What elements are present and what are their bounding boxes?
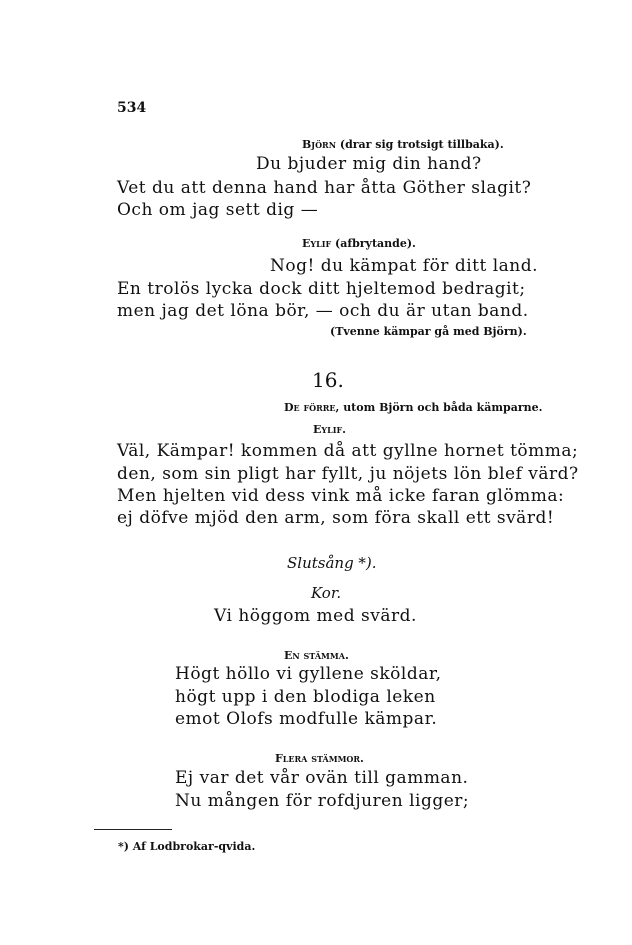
chorus-label: Kor. (311, 584, 342, 602)
footnote-rule (94, 829, 172, 830)
verse-line: den, som sin pligt har fyllt, ju nöjets lön blef värd? (117, 464, 579, 484)
direction-eylif: (afbrytande). (335, 237, 416, 250)
speaker-eylif-16: Eylif. (313, 423, 346, 436)
verse-line: Nu mången för rofdjuren ligger; (175, 791, 470, 811)
exit-direction: (Tvenne kämpar gå med Björn). (330, 325, 527, 338)
verse-line: högt upp i den blodiga leken (175, 687, 436, 707)
verse-line: Men hjelten vid dess vink må icke faran glömma: (117, 486, 565, 506)
solo-label: En stämma. (284, 649, 349, 662)
verse-line: Vi höggom med svärd. (214, 606, 417, 626)
verse-line: En trolös lycka dock ditt hjeltemod bedragit; (117, 279, 526, 299)
stage-direction-eylif (302, 237, 416, 250)
verse-line: Och om jag sett dig — (117, 200, 319, 220)
verse-line: Nog! du kämpat för ditt land. (270, 256, 539, 276)
speaker-bjorn: Björn (302, 138, 337, 151)
finale-title: Slutsång *). (287, 554, 377, 572)
verse-line: ej döfve mjöd den arm, som föra skall ett svärd! (117, 508, 555, 528)
footnote: *) Af Lodbrokar-qvida. (118, 840, 256, 853)
verse-line: Vet du att denna hand har åtta Göther slagit? (117, 178, 532, 198)
verse-line: Högt höllo vi gyllene sköldar, (175, 664, 442, 684)
verse-line: Du bjuder mig din hand? (256, 154, 482, 174)
cast-lead: De förre, (284, 401, 340, 414)
verse-line: emot Olofs modfulle kämpar. (175, 709, 438, 729)
speaker-eylif: Eylif (302, 237, 332, 250)
verse-line: Väl, Kämpar! kommen då att gyllne hornet tömma; (117, 441, 579, 461)
group-label: Flera stämmor. (275, 752, 364, 765)
stage-direction-bjorn (302, 138, 504, 151)
cast-rest: utom Björn och båda kämparne. (343, 401, 543, 414)
verse-line: men jag det löna bör, — och du är utan band. (117, 301, 529, 321)
scene-cast (284, 401, 542, 414)
verse-line: Ej var det vår ovän till gamman. (175, 768, 469, 788)
page-number: 534 (117, 100, 147, 116)
scene-number: 16. (312, 368, 344, 392)
direction-bjorn: (drar sig trotsigt tillbaka). (339, 138, 504, 151)
